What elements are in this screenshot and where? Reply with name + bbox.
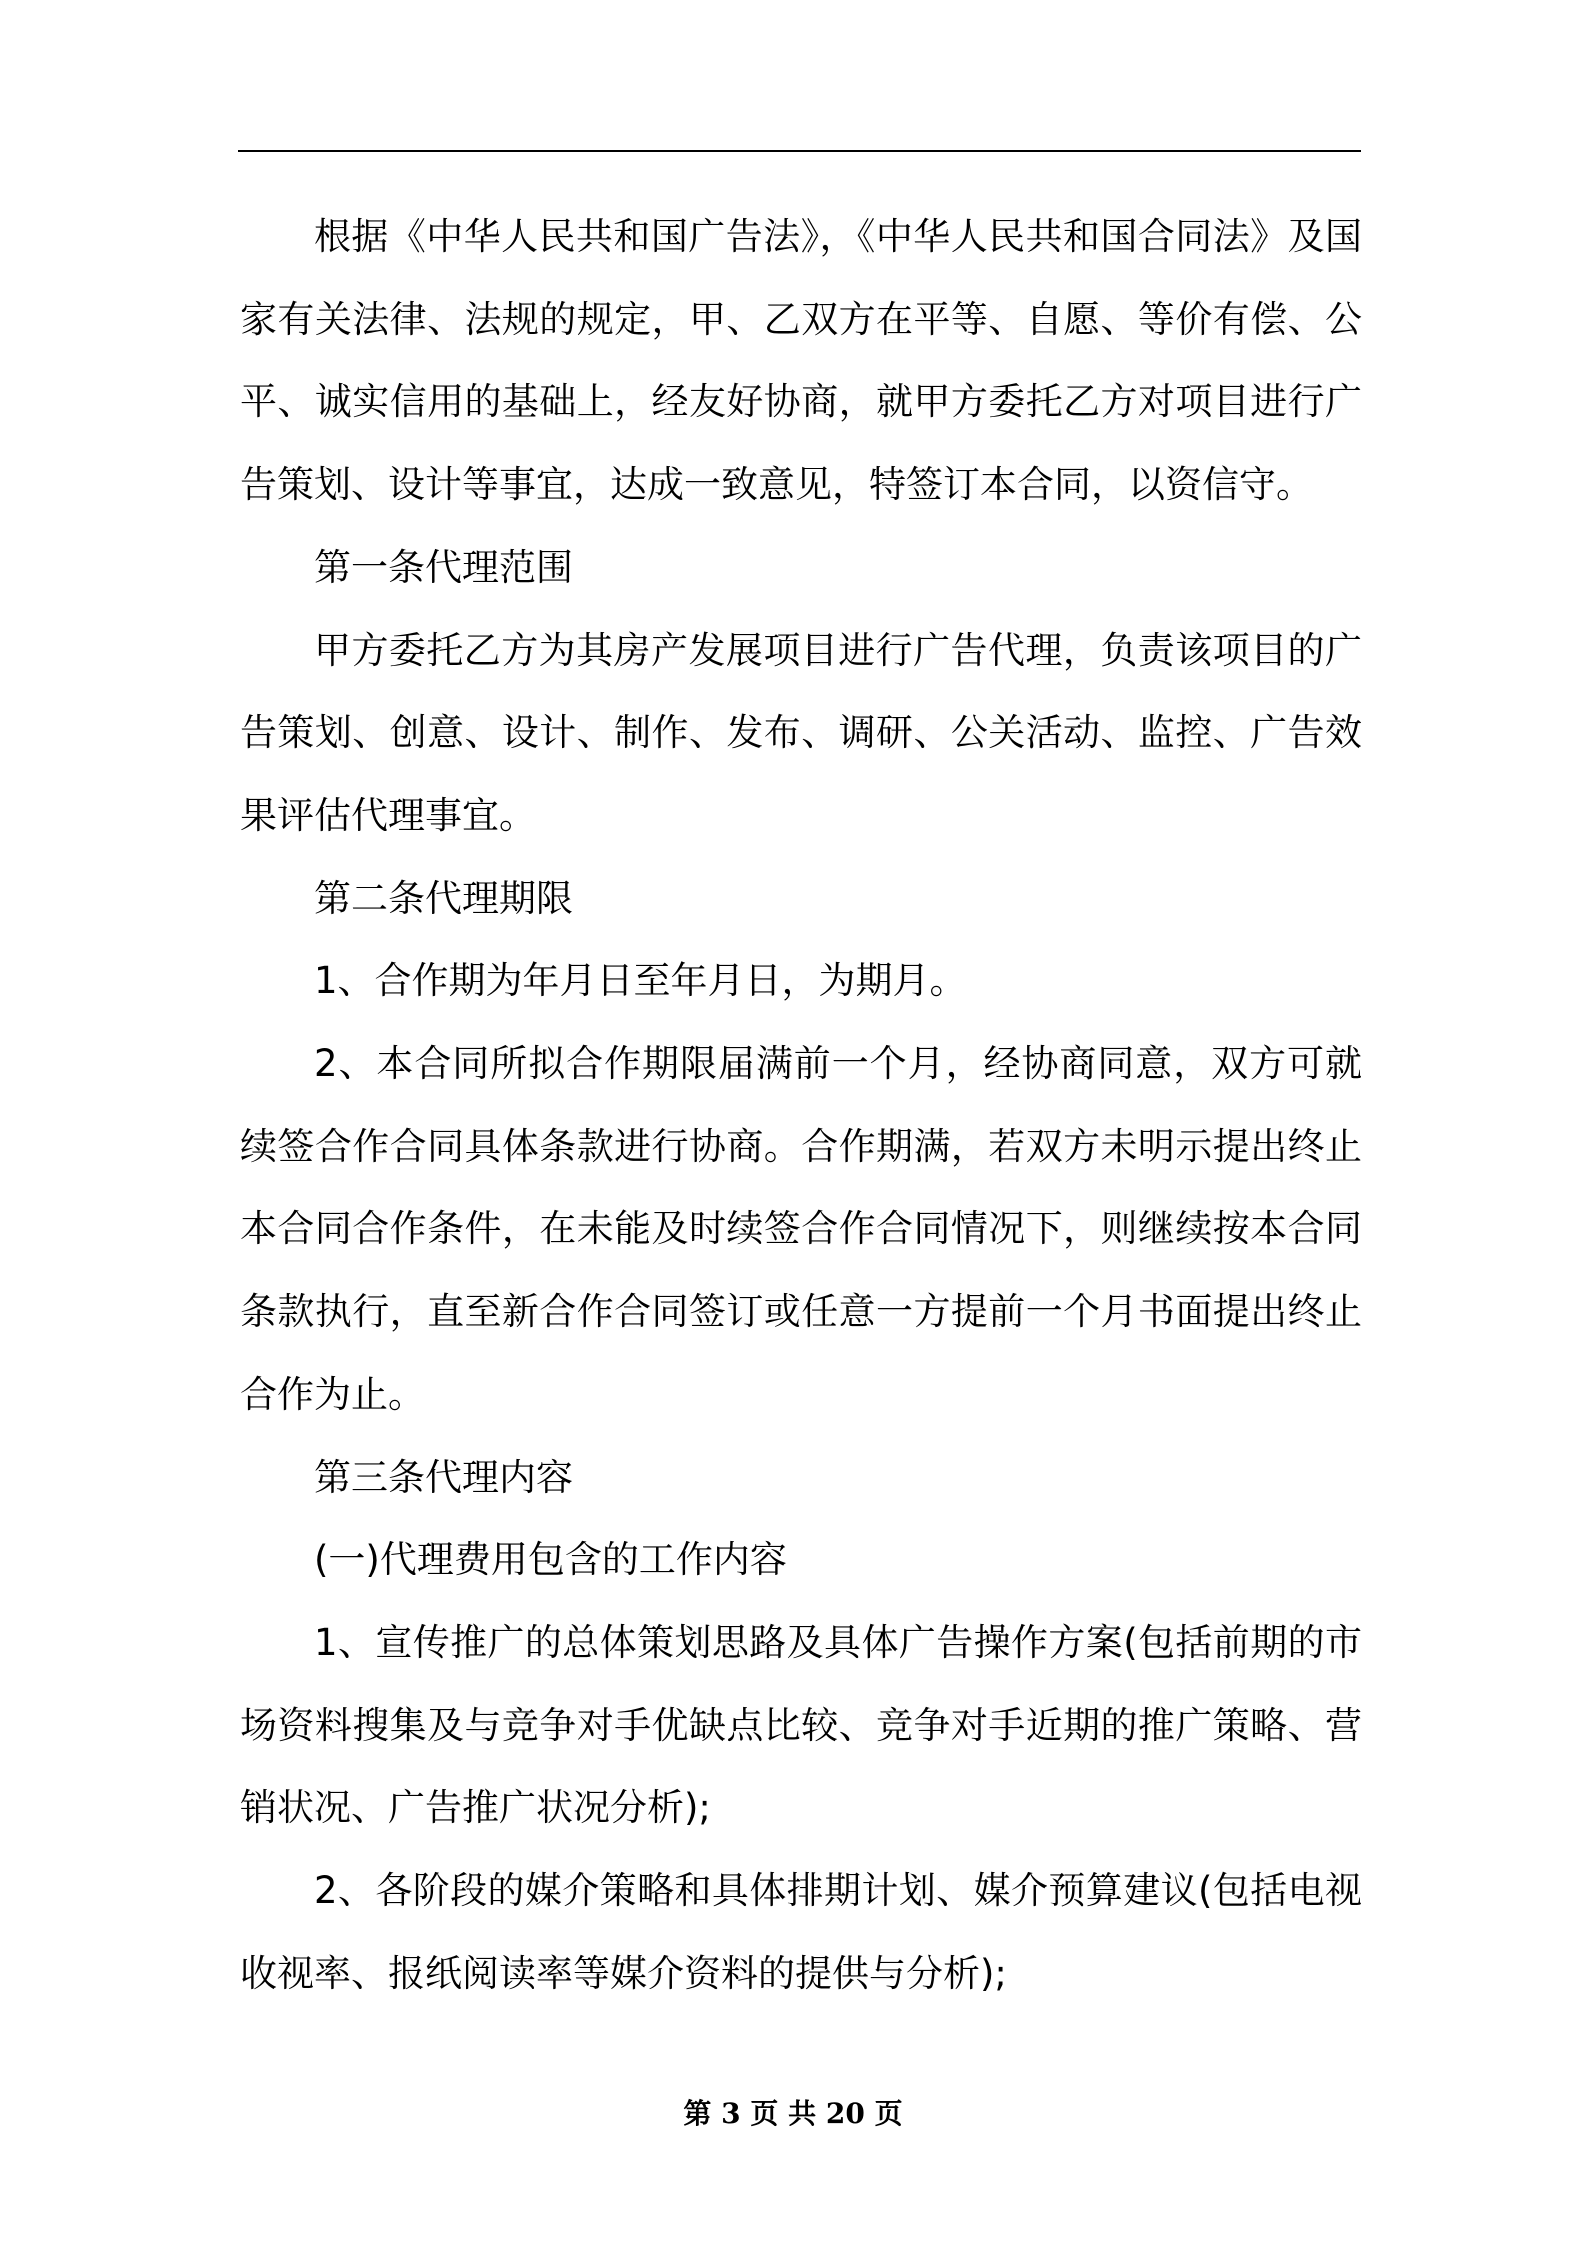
paragraph-content-2: 2、各阶段的媒介策略和具体排期计划、媒介预算建议(包括电视收视率、报纸阅读率等媒介资料的提供与分析); <box>240 1869 1362 1995</box>
subsection-heading: (一)代理费用包含的工作内容 <box>314 1538 787 1582</box>
section-heading-1: 第一条代理范围 <box>314 545 573 589</box>
paragraph-term-2: 2、本合同所拟合作期限届满前一个月，经协商同意，双方可就续签合作合同具体条款进行协商。合作期满，若双方未明示提出终止本合同合作条件，在未能及时续签合作合同情况下，则继续按本合同条款执行，直至新合作合同签订或任意一方提前一个月书面提出终止合作为止。 <box>240 1042 1362 1416</box>
header-divider <box>238 150 1361 152</box>
section-heading-3: 第三条代理内容 <box>314 1455 573 1499</box>
paragraph-preamble: 根据《中华人民共和国广告法》，《中华人民共和国合同法》及国家有关法律、法规的规定，甲、乙双方在平等、自愿、等价有偿、公平、诚实信用的基础上，经友好协商，就甲方委托乙方对项目进行广告策划、设计等事宜，达成一致意见，特签订本合同，以资信守。 <box>240 215 1362 507</box>
document-body <box>240 196 1362 2015</box>
paragraph-term-1: 1、合作期为年月日至年月日，为期月。 <box>314 959 967 1003</box>
page-number-footer: 第 3 页 共 20 页 <box>683 2097 903 2130</box>
paragraph-content-1: 1、宣传推广的总体策划思路及具体广告操作方案(包括前期的市场资料搜集及与竞争对手优缺点比较、竞争对手近期的推广策略、营销状况、广告推广状况分析); <box>240 1620 1362 1830</box>
paragraph-scope: 甲方委托乙方为其房产发展项目进行广告代理，负责该项目的广告策划、创意、设计、制作、发布、调研、公关活动、监控、广告效果评估代理事宜。 <box>240 628 1362 837</box>
section-heading-2: 第二条代理期限 <box>314 876 573 920</box>
